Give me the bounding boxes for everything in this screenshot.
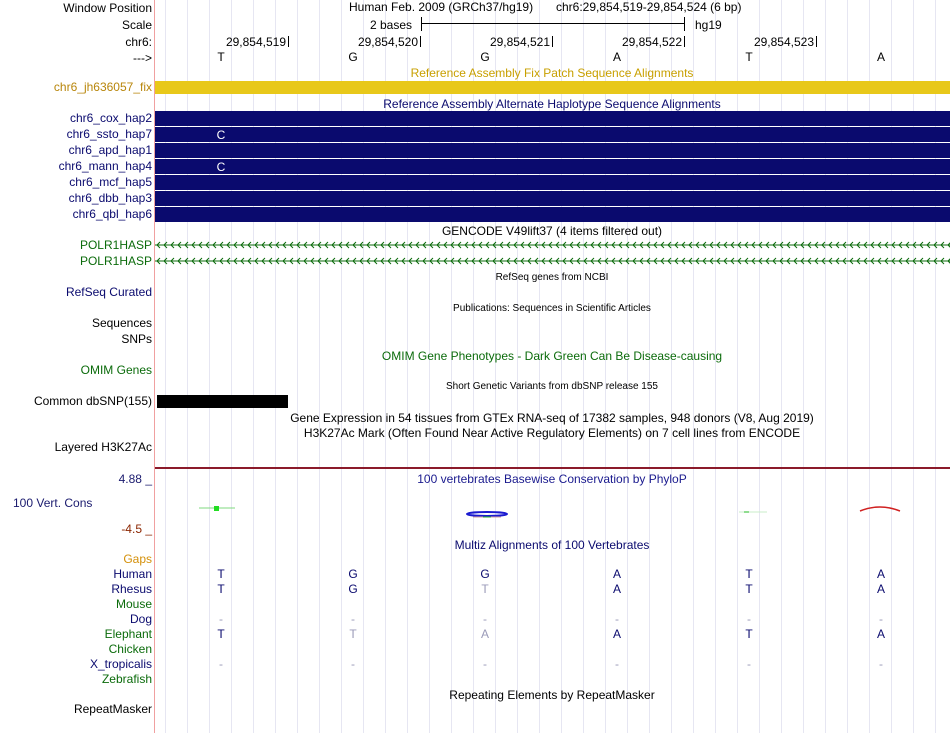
grid-line <box>869 0 870 733</box>
multiz-base-x-tropicalis: - <box>351 657 355 671</box>
label-sequences[interactable]: Sequences <box>91 316 152 330</box>
label-ssto-hap7[interactable]: chr6_ssto_hap7 <box>66 127 152 141</box>
multiz-base-rhesus: G <box>348 582 358 596</box>
title-gencode[interactable]: GENCODE V49lift37 (4 items filtered out) <box>441 224 663 238</box>
multiz-base-rhesus: T <box>481 582 489 596</box>
label-repeatmasker[interactable]: RepeatMasker <box>73 702 152 716</box>
grid-line <box>187 0 188 733</box>
grid-line <box>737 0 738 733</box>
label-mouse[interactable]: Mouse <box>115 597 152 611</box>
ruler-base: A <box>876 50 886 64</box>
multiz-base-x-tropicalis: - <box>483 657 487 671</box>
ruler-coordinate: 29,854,519 <box>225 35 286 49</box>
multiz-base-rhesus: T <box>217 582 225 596</box>
ruler-coordinate: 29,854,523 <box>753 35 814 49</box>
multiz-base-human: A <box>612 567 622 581</box>
label-cox-hap2[interactable]: chr6_cox_hap2 <box>69 111 152 125</box>
multiz-base-elephant: T <box>349 627 357 641</box>
grid-line <box>913 0 914 733</box>
label-cons-max[interactable]: 4.88 _ <box>118 472 152 486</box>
label-refseq-curated[interactable]: RefSeq Curated <box>65 285 152 299</box>
scale-bar <box>421 17 685 31</box>
ruler-base: G <box>480 50 490 64</box>
multiz-base-human: G <box>480 567 490 581</box>
grid-line <box>341 0 342 733</box>
title-multiz[interactable]: Multiz Alignments of 100 Vertebrates <box>454 538 650 552</box>
label-qbl-hap6[interactable]: chr6_qbl_hap6 <box>72 207 152 221</box>
multiz-base-elephant: T <box>745 627 753 641</box>
h3k27ac-baseline <box>155 467 950 469</box>
multiz-base-dog: - <box>747 612 751 626</box>
grid-line <box>825 0 826 733</box>
multiz-base-elephant: A <box>612 627 622 641</box>
label-polr1hasp-2[interactable]: POLR1HASP <box>79 254 152 268</box>
ruler-base: G <box>348 50 358 64</box>
title-repeatmasker[interactable]: Repeating Elements by RepeatMasker <box>449 688 655 702</box>
ruler-tick <box>288 36 289 47</box>
multiz-base-x-tropicalis: - <box>879 657 883 671</box>
multiz-base-x-tropicalis: - <box>747 657 751 671</box>
multiz-base-dog: - <box>351 612 355 626</box>
multiz-base-rhesus: T <box>745 582 753 596</box>
label-x-tropicalis[interactable]: X_tropicalis <box>89 657 152 671</box>
dbsnp-variant-bar[interactable] <box>157 395 288 408</box>
hap-bar-ssto_hap7[interactable] <box>155 127 950 142</box>
grid-line <box>165 0 166 733</box>
hap-mismatch-base: C <box>216 128 226 142</box>
label-dog[interactable]: Dog <box>129 612 152 626</box>
hap-bar-mann_hap4[interactable] <box>155 159 950 174</box>
multiz-base-human: G <box>348 567 358 581</box>
label-100-vert-cons[interactable]: 100 Vert. Cons <box>13 496 93 510</box>
label-zebrafish[interactable]: Zebrafish <box>101 672 152 686</box>
label-cons-min[interactable]: -4.5 _ <box>121 522 152 536</box>
gencode-gene-tracks[interactable] <box>155 237 950 269</box>
hap-bar-cox_hap2[interactable] <box>155 111 950 126</box>
title-alt-haplotype[interactable]: Reference Assembly Alternate Haplotype Sequence Alignments <box>383 97 721 111</box>
grid-line <box>891 0 892 733</box>
multiz-base-human: T <box>745 567 753 581</box>
grid-line <box>363 0 364 733</box>
hap-bar-apd_hap1[interactable] <box>155 143 950 158</box>
label-arrow[interactable]: ---> <box>133 51 152 65</box>
title-h3k27ac[interactable]: H3K27Ac Mark (Often Found Near Active Regulatory Elements) on 7 cell lines from ENCODE <box>303 426 801 440</box>
multiz-base-elephant: T <box>217 627 225 641</box>
hap-bar-qbl_hap6[interactable] <box>155 207 950 222</box>
title-dbsnp[interactable]: Short Genetic Variants from dbSNP release 155 <box>446 381 658 392</box>
ruler-coordinate: 29,854,522 <box>621 35 682 49</box>
multiz-base-x-tropicalis: - <box>615 657 619 671</box>
label-mann-hap4[interactable]: chr6_mann_hap4 <box>58 159 152 173</box>
label-dbb-hap3[interactable]: chr6_dbb_hap3 <box>68 191 152 205</box>
multiz-base-human: A <box>876 567 886 581</box>
ruler-coordinate: 29,854,520 <box>357 35 418 49</box>
multiz-base-human: T <box>217 567 225 581</box>
hap-bar-dbb_hap3[interactable] <box>155 191 950 206</box>
label-omim-genes[interactable]: OMIM Genes <box>80 363 152 377</box>
label-rhesus[interactable]: Rhesus <box>111 582 152 596</box>
label-mcf-hap5[interactable]: chr6_mcf_hap5 <box>69 175 152 189</box>
multiz-base-dog: - <box>879 612 883 626</box>
ruler-base: A <box>612 50 622 64</box>
ruler-tick <box>684 36 685 47</box>
multiz-base-rhesus: A <box>612 582 622 596</box>
grid-line <box>275 0 276 733</box>
hap-bar-mcf_hap5[interactable] <box>155 175 950 190</box>
ruler-base: T <box>217 50 225 64</box>
track-labels-panel <box>0 0 154 733</box>
position-readout: chr6:29,854,519-29,854,524 (6 bp) <box>556 0 742 14</box>
ruler-coordinate: 29,854,521 <box>489 35 550 49</box>
ruler-tick <box>816 36 817 47</box>
ruler-tick <box>552 36 553 47</box>
title-fix-patch[interactable]: Reference Assembly Fix Patch Sequence Alignments <box>410 66 694 80</box>
label-scale[interactable]: Scale <box>121 18 152 32</box>
label-human[interactable]: Human <box>113 567 152 581</box>
grid-line <box>319 0 320 733</box>
title-publications[interactable]: Publications: Sequences in Scientific Articles <box>453 303 651 314</box>
label-fix-patch[interactable]: chr6_jh636057_fix <box>53 80 152 94</box>
multiz-base-dog: - <box>615 612 619 626</box>
label-common-dbsnp[interactable]: Common dbSNP(155) <box>33 394 152 408</box>
multiz-base-rhesus: A <box>876 582 886 596</box>
grid-line <box>935 0 936 733</box>
title-phylop[interactable]: 100 vertebrates Basewise Conservation by PhyloP <box>417 472 687 486</box>
grid-line <box>297 0 298 733</box>
grid-line <box>803 0 804 733</box>
grid-line <box>847 0 848 733</box>
label-gaps[interactable]: Gaps <box>123 552 152 566</box>
label-elephant[interactable]: Elephant <box>104 627 152 641</box>
title-refseq[interactable]: RefSeq genes from NCBI <box>495 272 609 283</box>
multiz-base-elephant: A <box>480 627 490 641</box>
grid-line <box>253 0 254 733</box>
multiz-base-elephant: A <box>876 627 886 641</box>
assembly-title: Human Feb. 2009 (GRCh37/hg19) <box>349 0 534 14</box>
multiz-base-x-tropicalis: - <box>219 657 223 671</box>
label-chicken[interactable]: Chicken <box>108 642 152 656</box>
label-snps[interactable]: SNPs <box>121 332 152 346</box>
ruler-tick <box>420 36 421 47</box>
grid-line <box>209 0 210 733</box>
grid-line <box>781 0 782 733</box>
scale-db: hg19 <box>695 18 722 32</box>
multiz-base-dog: - <box>219 612 223 626</box>
phylop-conservation-plot[interactable] <box>155 500 950 524</box>
title-gtex[interactable]: Gene Expression in 54 tissues from GTEx RNA-seq of 17382 samples, 948 donors (V8, Aug 2019) <box>290 411 814 425</box>
grid-line <box>759 0 760 733</box>
label-chr6[interactable]: chr6: <box>125 35 152 49</box>
label-window-position[interactable]: Window Position <box>63 1 152 15</box>
ruler-base: T <box>745 50 753 64</box>
label-polr1hasp-1[interactable]: POLR1HASP <box>79 238 152 252</box>
grid-line <box>231 0 232 733</box>
scale-text: 2 bases <box>370 18 413 32</box>
label-apd-hap1[interactable]: chr6_apd_hap1 <box>68 143 152 157</box>
hap-mismatch-base: C <box>216 160 226 174</box>
browser-track-area[interactable] <box>155 0 950 733</box>
multiz-base-dog: - <box>483 612 487 626</box>
fix-patch-alignment-bar[interactable] <box>155 81 950 94</box>
label-layered-h3k27ac[interactable]: Layered H3K27Ac <box>54 440 152 454</box>
title-omim[interactable]: OMIM Gene Phenotypes - Dark Green Can Be Disease-causing <box>381 349 723 363</box>
